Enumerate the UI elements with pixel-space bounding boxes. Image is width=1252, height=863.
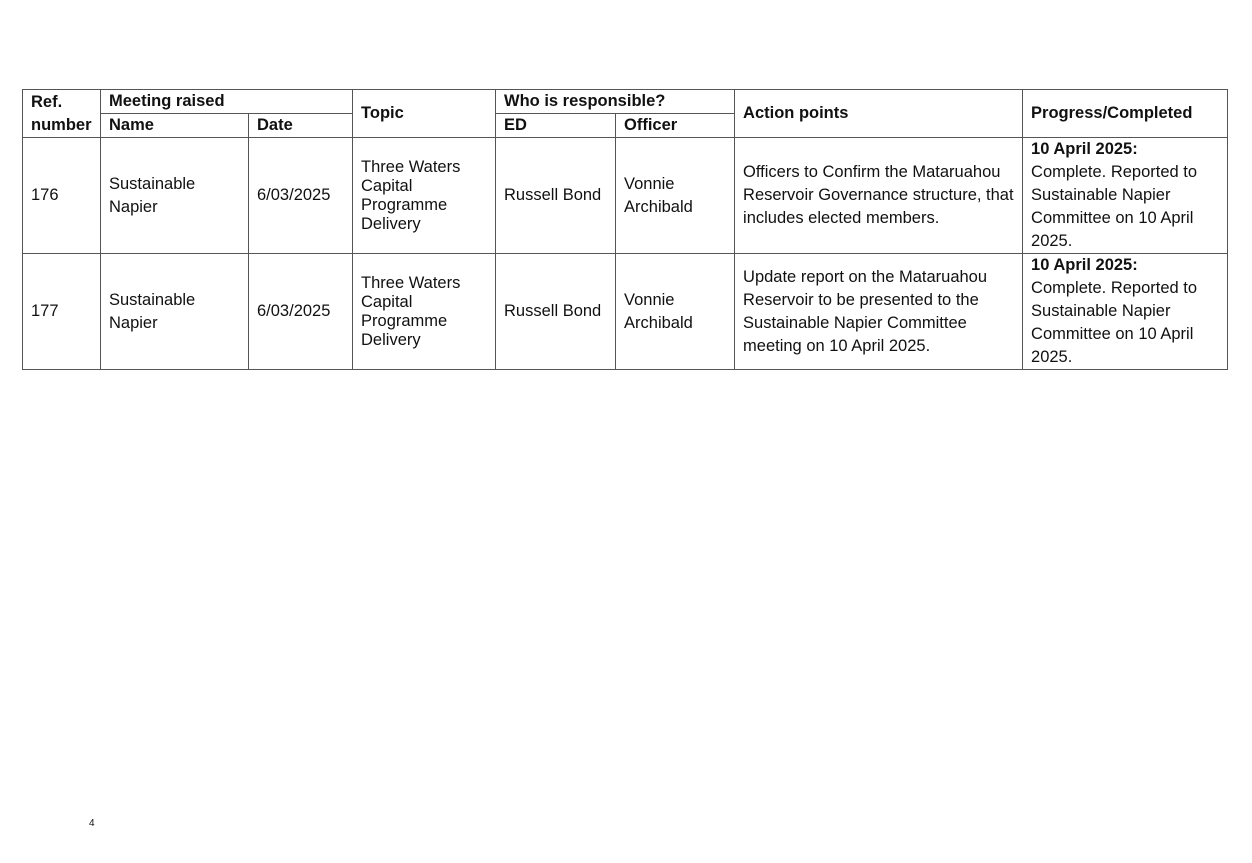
cell-action: Officers to Confirm the Mataruahou Reservoir Governance structure, that includes elected members. [735, 138, 1023, 254]
cell-date: 6/03/2025 [249, 138, 353, 254]
cell-officer: Vonnie Archibald [616, 254, 735, 370]
cell-action: Update report on the Mataruahou Reservoir to be presented to the Sustainable Napier Committee meeting on 10 April 2025. [735, 254, 1023, 370]
header-who-responsible: Who is responsible? [496, 90, 735, 114]
cell-name: Sustainable Napier [101, 138, 249, 254]
cell-progress [1023, 138, 1228, 254]
page-number: 4 [89, 818, 95, 829]
header-name: Name [101, 114, 249, 138]
cell-date: 6/03/2025 [249, 254, 353, 370]
cell-ref: 176 [23, 138, 101, 254]
header-officer: Officer [616, 114, 735, 138]
progress-date: 10 April 2025: [1031, 140, 1138, 158]
cell-name: Sustainable Napier [101, 254, 249, 370]
progress-text: Complete. Reported to Sustainable Napier Committee on 10 April 2025. [1031, 163, 1198, 250]
cell-ref: 177 [23, 254, 101, 370]
progress-text: Complete. Reported to Sustainable Napier Committee on 10 April 2025. [1031, 279, 1198, 366]
header-action-points: Action points [735, 90, 1023, 138]
table-row [23, 254, 1228, 370]
cell-progress [1023, 254, 1228, 370]
header-ed: ED [496, 114, 616, 138]
cell-officer: Vonnie Archibald [616, 138, 735, 254]
header-meeting-raised: Meeting raised [101, 90, 353, 114]
table-row [23, 138, 1228, 254]
header-progress: Progress/Completed [1023, 90, 1228, 138]
action-points-table [22, 89, 1228, 370]
cell-topic: Three Waters Capital Programme Delivery [353, 254, 496, 370]
header-topic: Topic [353, 90, 496, 138]
progress-date: 10 April 2025: [1031, 256, 1138, 274]
cell-ed: Russell Bond [496, 138, 616, 254]
cell-topic: Three Waters Capital Programme Delivery [353, 138, 496, 254]
header-ref-number: Ref. number [23, 90, 101, 138]
cell-ed: Russell Bond [496, 254, 616, 370]
header-date: Date [249, 114, 353, 138]
